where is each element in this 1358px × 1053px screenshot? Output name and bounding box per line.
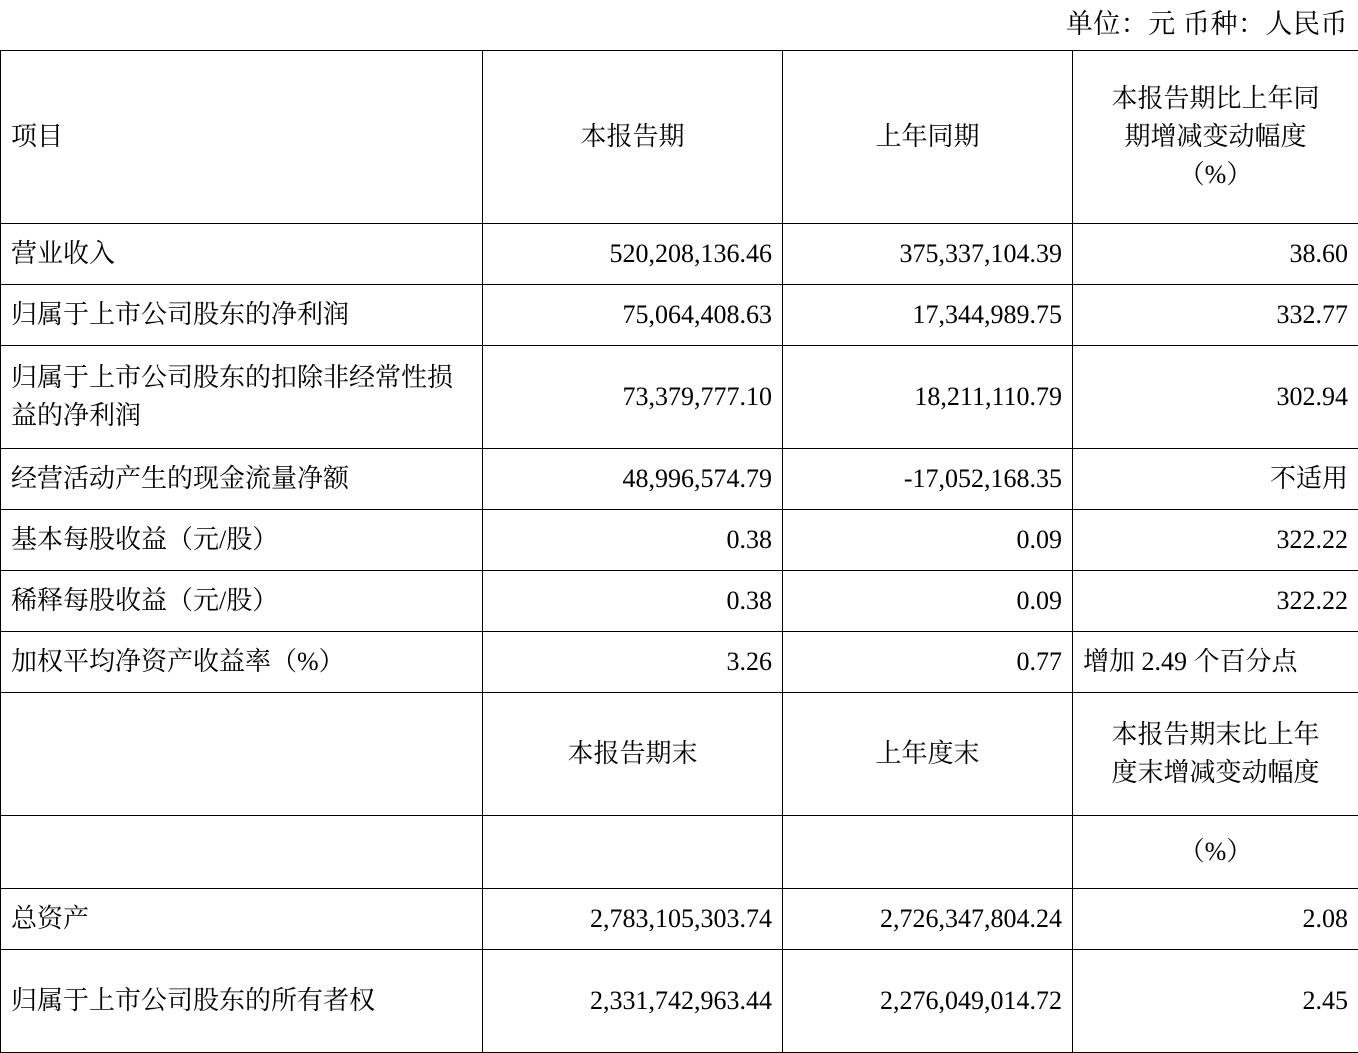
row-change-value: 302.94 xyxy=(1073,346,1358,449)
header-current-period: 本报告期 xyxy=(483,51,783,224)
row-change-value: 322.22 xyxy=(1073,510,1358,571)
financial-summary-table xyxy=(0,50,1358,1053)
row-item-label: 营业收入 xyxy=(1,224,483,285)
row-current-value: 0.38 xyxy=(483,510,783,571)
row-change-value: 38.60 xyxy=(1073,224,1358,285)
row-current-value: 0.38 xyxy=(483,571,783,632)
row-change-value: 2.45 xyxy=(1073,950,1358,1053)
header2b-change-unit: （%） xyxy=(1073,816,1358,889)
row-item-label: 归属于上市公司股东的净利润 xyxy=(1,285,483,346)
header2-change-rate-line2: 度末增减变动幅度 xyxy=(1083,754,1348,792)
header2-item-empty xyxy=(1,693,483,816)
table-row xyxy=(1,346,1358,449)
row-change-value: 增加 2.49 个百分点 xyxy=(1073,632,1358,693)
row-current-value: 73,379,777.10 xyxy=(483,346,783,449)
table-row xyxy=(1,950,1358,1053)
header-change-rate-line1: 本报告期比上年同 xyxy=(1083,80,1348,118)
row-current-value: 3.26 xyxy=(483,632,783,693)
table-header-row-2 xyxy=(1,693,1358,816)
header2b-previous-empty xyxy=(783,816,1073,889)
table-row xyxy=(1,285,1358,346)
row-item-label: 基本每股收益（元/股） xyxy=(1,510,483,571)
row-previous-value: 18,211,110.79 xyxy=(783,346,1073,449)
row-previous-value: 2,276,049,014.72 xyxy=(783,950,1073,1053)
row-item-label: 经营活动产生的现金流量净额 xyxy=(1,449,483,510)
row-item-label: 总资产 xyxy=(1,889,483,950)
table-row xyxy=(1,510,1358,571)
row-item-label: 归属于上市公司股东的扣除非经常性损益的净利润 xyxy=(1,346,483,449)
header-change-rate-line3: （%） xyxy=(1083,156,1348,194)
table-header-row-2-continued xyxy=(1,816,1358,889)
row-previous-value: 0.09 xyxy=(783,510,1073,571)
table-row xyxy=(1,632,1358,693)
row-change-value: 332.77 xyxy=(1073,285,1358,346)
header2-change-rate xyxy=(1073,693,1358,816)
row-current-value: 48,996,574.79 xyxy=(483,449,783,510)
row-change-value: 不适用 xyxy=(1073,449,1358,510)
header-change-rate xyxy=(1073,51,1358,224)
row-current-value: 2,331,742,963.44 xyxy=(483,950,783,1053)
unit-note: 单位：元 币种：人民币 xyxy=(0,0,1358,50)
table-row xyxy=(1,224,1358,285)
row-change-value: 322.22 xyxy=(1073,571,1358,632)
header2b-item-empty xyxy=(1,816,483,889)
header-change-rate-line2: 期增减变动幅度 xyxy=(1083,118,1348,156)
row-previous-value: 375,337,104.39 xyxy=(783,224,1073,285)
header2-change-rate-line1: 本报告期末比上年 xyxy=(1083,716,1348,754)
table-row xyxy=(1,449,1358,510)
row-change-value: 2.08 xyxy=(1073,889,1358,950)
header2b-current-empty xyxy=(483,816,783,889)
row-current-value: 520,208,136.46 xyxy=(483,224,783,285)
row-current-value: 2,783,105,303.74 xyxy=(483,889,783,950)
row-item-label: 加权平均净资产收益率（%） xyxy=(1,632,483,693)
row-previous-value: 2,726,347,804.24 xyxy=(783,889,1073,950)
row-previous-value: 0.09 xyxy=(783,571,1073,632)
table-row xyxy=(1,571,1358,632)
row-current-value: 75,064,408.63 xyxy=(483,285,783,346)
row-item-label: 稀释每股收益（元/股） xyxy=(1,571,483,632)
row-previous-value: 17,344,989.75 xyxy=(783,285,1073,346)
header2-current-period-end: 本报告期末 xyxy=(483,693,783,816)
row-item-label: 归属于上市公司股东的所有者权 xyxy=(1,950,483,1053)
header-item: 项目 xyxy=(1,51,483,224)
header-previous-period: 上年同期 xyxy=(783,51,1073,224)
table-header-row-1 xyxy=(1,51,1358,224)
table-row xyxy=(1,889,1358,950)
header2-previous-year-end: 上年度末 xyxy=(783,693,1073,816)
row-previous-value: 0.77 xyxy=(783,632,1073,693)
row-previous-value: -17,052,168.35 xyxy=(783,449,1073,510)
